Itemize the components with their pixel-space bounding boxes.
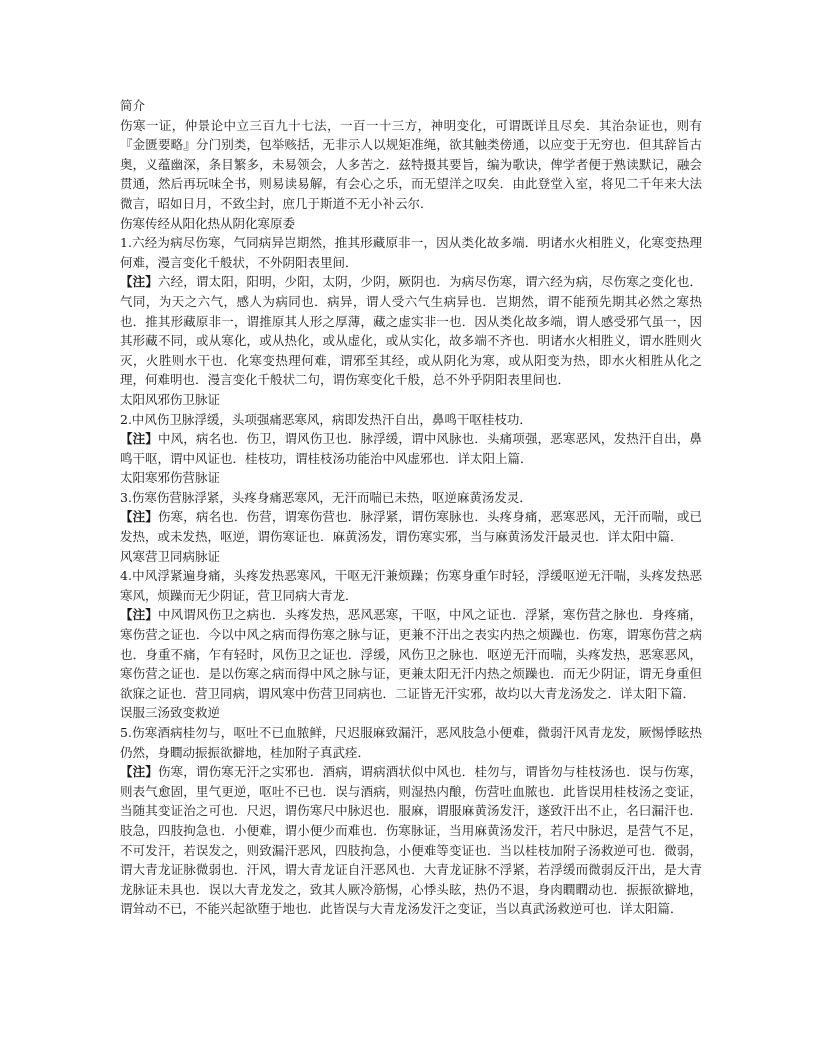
- section-heading: 太阳风邪伤卫脉证: [120, 391, 221, 407]
- section-heading: 伤寒传经从阳化热从阴化寒原委: [120, 215, 296, 231]
- section-note: [120, 272, 702, 390]
- note-text: 中风谓风伤卫之病也．头疼发热，恶风恶寒，干呕，中风之证也．浮紧，寒伤营之脉也．身疼痛，寒伤营之证也．今以中风之病而得伤寒之脉与证，更兼不汗出之表实内热之烦躁也．伤寒，谓寒伤营之病也．身重不痛，乍有轻时，风伤卫之证也．浮缓，风伤卫之脉也．呕逆无汗而喘，头疼发热，恶寒恶风，寒伤营之证也．是以伤寒之病而得中风之脉与证，更兼太阳无汗内热之烦躁也．而无少阴证，谓无身重但欲寐之证也．营卫同病，谓风寒中伤营卫同病也．二证皆无汗实邪，故均以大青龙汤发之．详太阳下篇．: [120, 607, 702, 701]
- section-heading: 太阳寒邪伤营脉证: [120, 470, 221, 486]
- intro-body: 伤寒一证，仲景论中立三百九十七法，一百一十三方，神明变化，可谓既详且尽矣．其治杂证也，则有『金匮要略』分门别类，包举赅括，无非示人以规矩准绳，欲其触类傍通，以应变于无穷也．但其辞旨古奥，义蕴幽深，条目繁多，未易领会，人多苦之．兹特摄其要旨，编为歌诀，俾学者便于熟读默记，融会贯通，然后再玩味全书，则易读易解，有会心之乐，而无望洋之叹矣．由此登堂入室，将见二千年来大法微言，昭如日月，不致尘封，庶几于斯道不无小补云尔．: [120, 117, 702, 211]
- section-verse: 5.伤寒酒病桂勿与，呕吐不已血脓鲜，尺迟服麻致漏汗，恶风肢急小便难，微弱汗风青龙发，厥惕悸眩热仍然，身瞤动振振欲擗地，桂加附子真武痊．: [120, 725, 702, 760]
- note-text: 六经，谓太阳，阳明，少阳，太阴，少阴，厥阴也．为病尽伤寒，谓六经为病，尽伤寒之变化也．气同，为天之六气，感人为病同也．病异，谓人受六气生病异也．岂期然，谓不能预先期其必然之寒热也．推其形藏原非一，谓推原其人形之厚薄，藏之虚实非一也．因从类化故多端，谓人感受邪气虽一，因其形藏不同，或从寒化，或从热化，或从虚化，或从实化，故多端不齐也．明诸水火相胜义，谓水胜则火灭，火胜则水干也．化寒变热理何难，谓邪至其经，或从阴化为寒，或从阳变为热，即水火相胜从化之理，何难明也．漫言变化千般状二句，谓伤寒变化千般，总不外乎阴阳表里间也．: [120, 274, 702, 388]
- note-tag: 【注】: [120, 509, 158, 525]
- note-tag: 【注】: [120, 431, 158, 447]
- section-note: [120, 429, 702, 468]
- note-tag: 【注】: [120, 274, 158, 290]
- note-text: 伤寒，谓伤寒无汗之实邪也．酒病，谓病酒状似中风也．桂勿与，谓皆勿与桂枝汤也．误与伤寒，则表气愈固，里气更逆，呕吐不已也．误与酒病，则湿热内酿，伤营吐血脓也．此皆误用桂枝汤之变证，当随其变证治之可也．尺迟，谓伤寒尺中脉迟也．服麻，谓服麻黄汤发汗，遂致汗出不止，名曰漏汗也．肢急，四肢拘急也．小便难，谓小便少而难也．伤寒脉证，当用麻黄汤发汗，若尺中脉迟，是营气不足，不可发汗，若误发之，则致漏汗恶风，四肢拘急，小便难等变证也．当以桂枝加附子汤救逆可也．微弱，谓大青龙证脉微弱也．汗风，谓大青龙证自汗恶风也．大青龙证脉不浮紧，若浮缓而微弱反汗出，是大青龙脉证未具也．误以大青龙发之，致其人厥冷筋惕，心悸头眩，热仍不退，身肉瞤瞤动也．振振欲擗地，谓耸动不已，不能兴起欲堕于地也．此皆误与大青龙汤发汗之变证，当以真武汤救逆可也．详太阳篇．: [120, 764, 702, 917]
- note-tag: 【注】: [120, 607, 158, 623]
- intro-heading: 简介: [120, 98, 146, 113]
- section-verse: 2.中风伤卫脉浮缓，头项强痛恶寒风，病即发热汗自出，鼻鸣干呕桂枝功．: [120, 411, 532, 427]
- section-verse: 4.中风浮紧遍身痛，头疼发热恶寒风，干呕无汗兼烦躁；伤寒身重乍时轻，浮缓呕逆无汗喘，头疼发热恶寒风，烦躁而无少阴证，营卫同病大青龙．: [120, 568, 702, 603]
- document-page: [120, 96, 702, 919]
- section-verse: 1.六经为病尽伤寒，气同病异岂期然，推其形藏原非一，因从类化故多端．明诸水火相胜义，化寒变热理何难，漫言变化千般状，不外阴阳表里间．: [120, 235, 702, 270]
- section-verse: 3.伤寒伤营脉浮紧，头疼身痛恶寒风，无汗而喘已未热，呕逆麻黄汤发灵．: [120, 489, 532, 505]
- note-text: 伤寒，病名也．伤营，谓寒伤营也．脉浮紧，谓伤寒脉也．头疼身痛，恶寒恶风，无汗而喘，或已发热，或未发热，呕逆，谓伤寒证也．麻黄汤发，谓伤寒实邪，当与麻黄汤发汗最灵也．详太阳中篇．: [120, 509, 702, 545]
- section-note: [120, 507, 702, 546]
- note-tag: 【注】: [120, 764, 158, 780]
- section-heading: 风寒营卫同病脉证: [120, 548, 221, 564]
- section-note: [120, 605, 702, 703]
- note-text: 中风，病名也．伤卫，谓风伤卫也．脉浮缓，谓中风脉也．头痛项强，恶寒恶风，发热汗自出，鼻鸣干呕，谓中风证也．桂枝功，谓桂枝汤功能治中风虚邪也．详太阳上篇．: [120, 431, 702, 466]
- section-note: [120, 762, 702, 919]
- section-heading: 误服三汤致变救逆: [120, 705, 221, 721]
